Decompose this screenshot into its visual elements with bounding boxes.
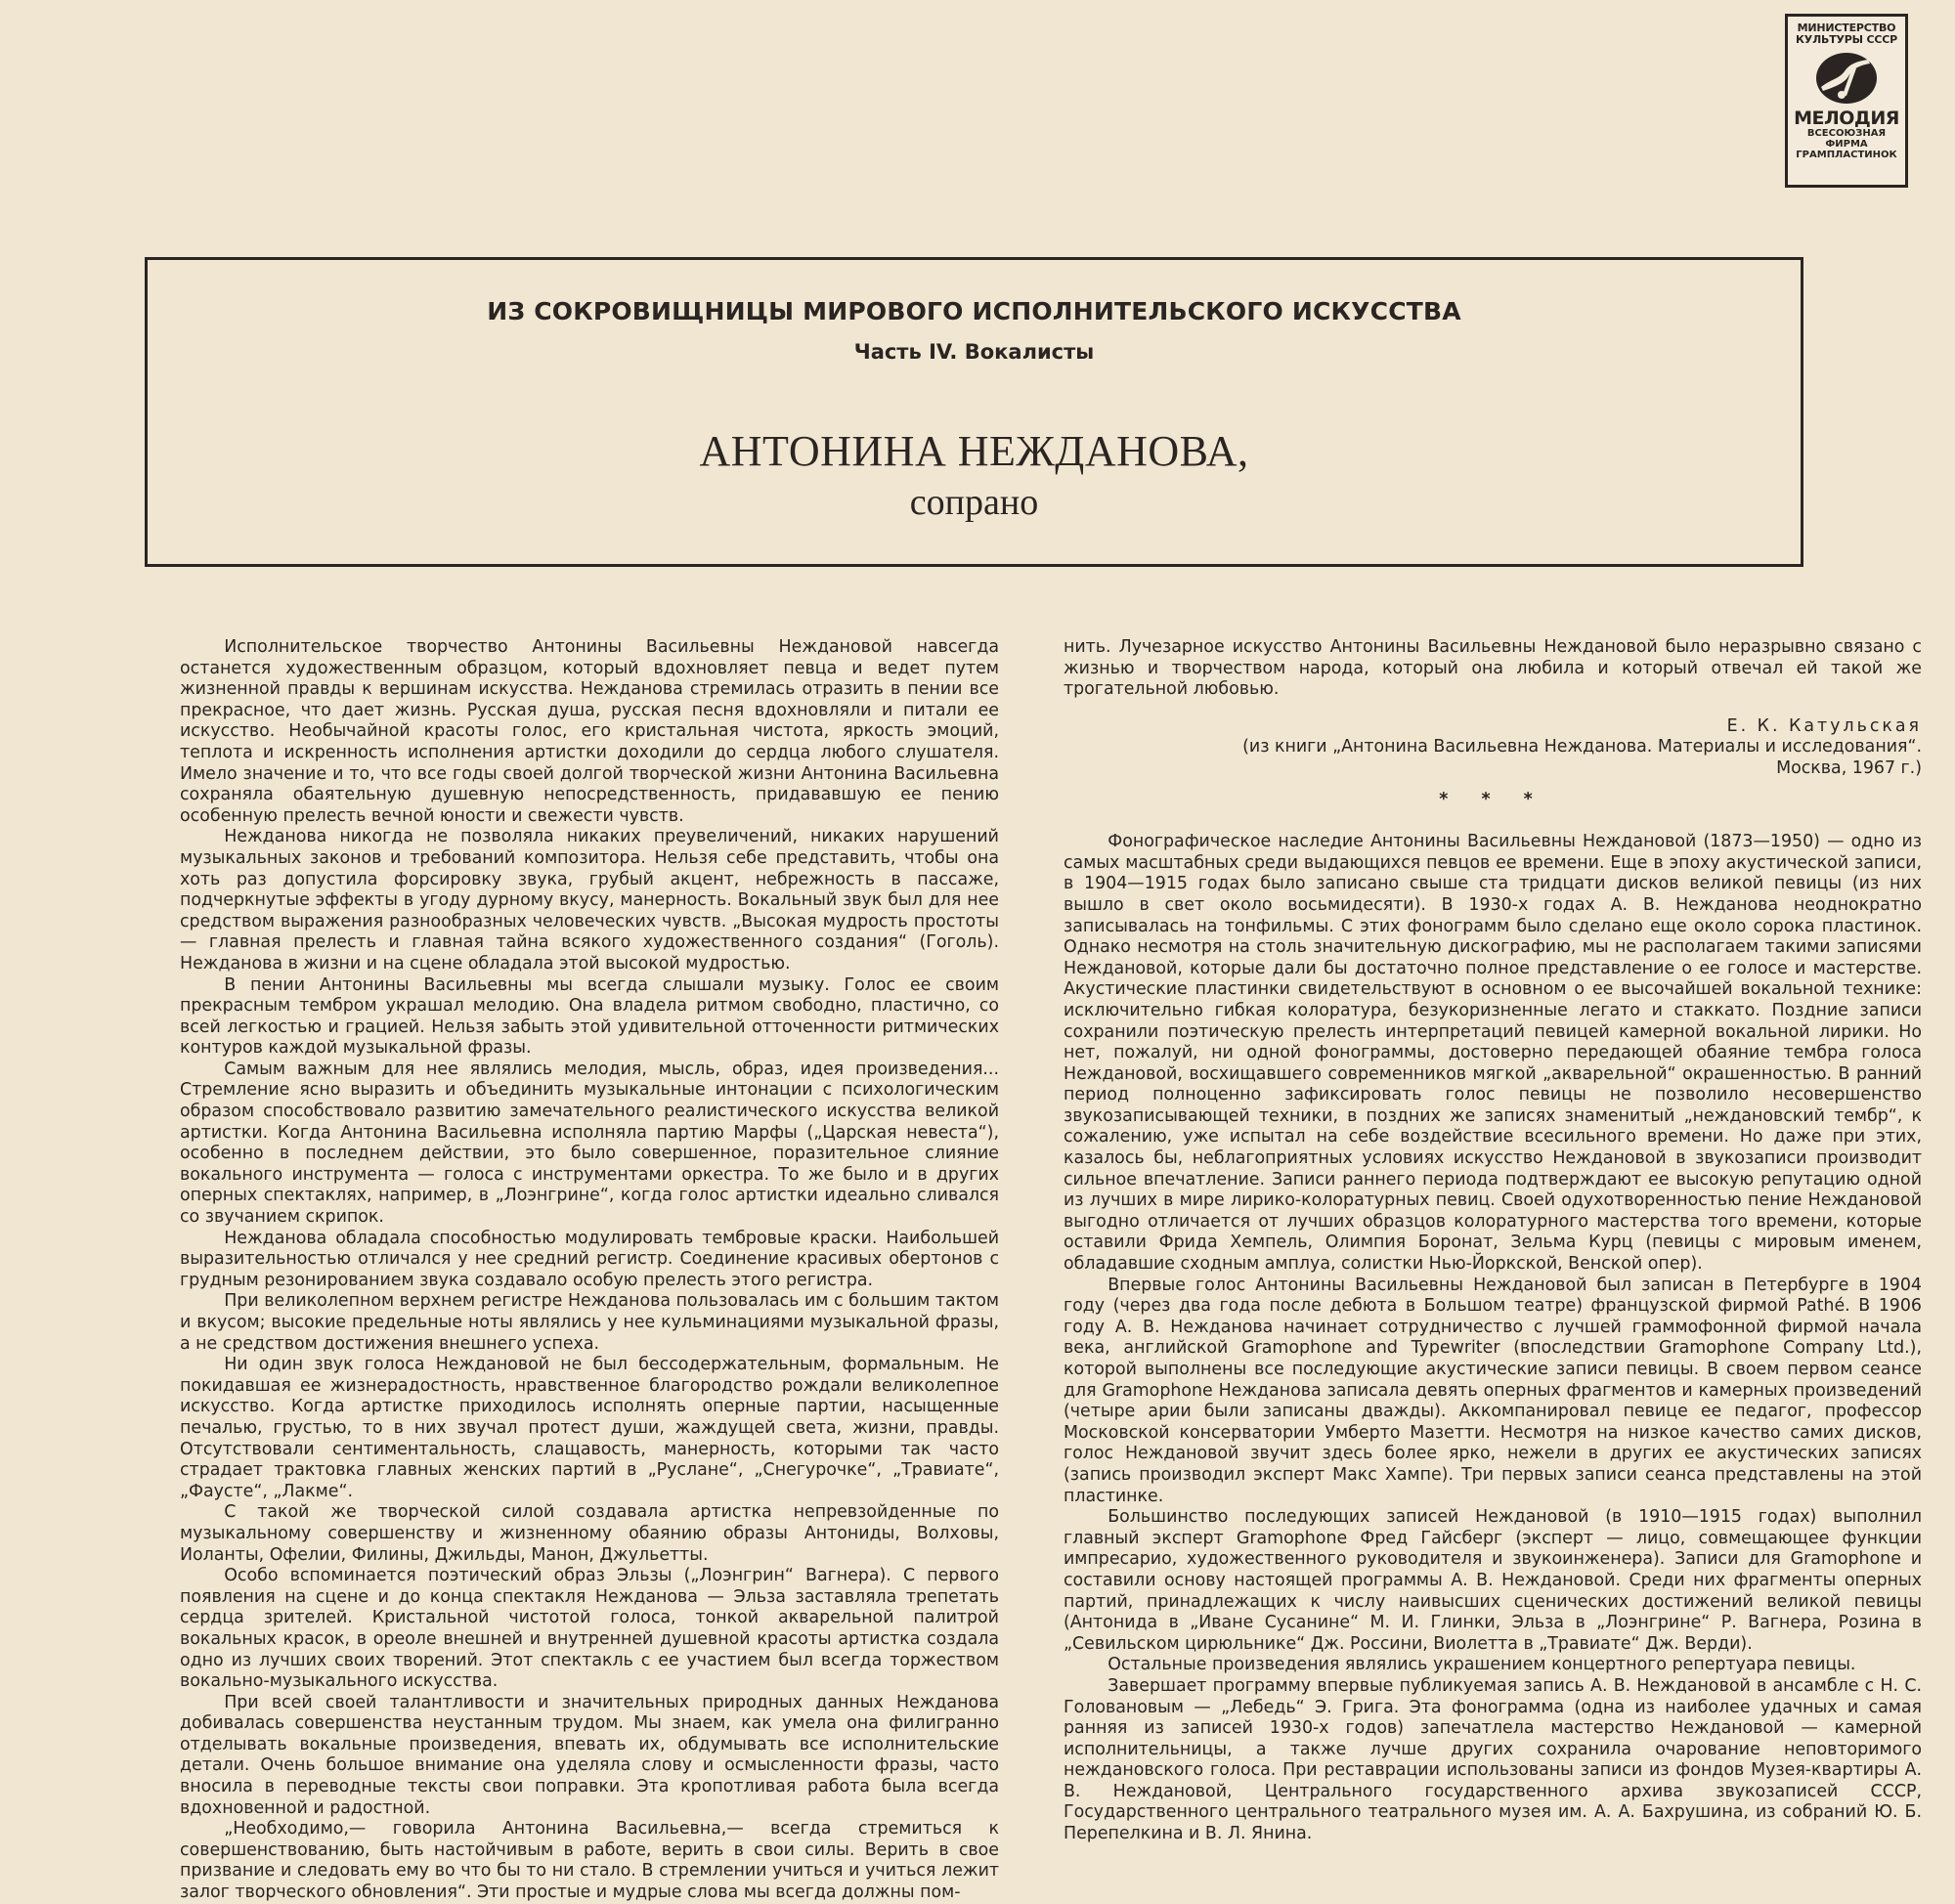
signature-author: Е. К. Катульская xyxy=(1726,715,1922,736)
logo-sub-line-3: ГРАМПЛАСТИНОК xyxy=(1796,150,1897,160)
left-paragraph: При всей своей талантливости и значительных природных данных Нежданова добивалась совершенства неустанным трудом. Мы знаем, как умела она филигранно отделывать вокальные произведения, впевать их, обдумывать все исполнительские детали. Очень большое внимание она уделяла слову и осмысленности фразы, часто вносила в переводные тексты свои поправки. Эта кропотливая работа была всегда вдохновенной и радостной. xyxy=(180,1692,999,1818)
series-title: ИЗ СОКРОВИЩНИЦЫ МИРОВОГО ИСПОЛНИТЕЛЬСКОГО ИСКУССТВА xyxy=(487,297,1461,325)
left-paragraph: Самым важным для нее являлись мелодия, мысль, образ, идея произведения... Стремление ясно выразить и объединить музыкальные интонации с психологическим образом способствовало развитию замечательного реалистического искусства великой артистки. Когда Антонина Васильевна исполняла партию Марфы („Царская невеста“), особенно в последнем действии, это было совершенное, поразительное слияние вокального инструмента — голоса с инструментами оркестра. То же было и в других оперных спектаклях, например, в „Лоэнгрине“, когда голос артистки идеально сливался со звучанием скрипок. xyxy=(180,1059,999,1228)
left-paragraph: Нежданова обладала способностью модулировать тембровые краски. Наибольшей выразительностью отличался у нее средний регистр. Соединение красивых обертонов с грудным резонированием звука создавало особую прелесть этого регистра. xyxy=(180,1228,999,1290)
part-subtitle: Часть IV. Вокалисты xyxy=(853,340,1095,364)
logo-sub-line-1: ВСЕСОЮЗНАЯ xyxy=(1806,128,1887,139)
right-paragraph: Впервые голос Антонины Васильевны Неждановой был записан в Петербурге в 1904 году (через два года после дебюта в Большом театре) французской фирмой Pathé. В 1906 году А. В. Нежданова начинает сотрудничество с лучшей граммофонной фирмой начала века, английской Gramophone and Typewriter (впоследствии Gramophone Company Ltd.), которой выполнены все последующие акустические записи певицы. В своем первом сеансе для Gramophone Нежданова записала девять оперных фрагментов и камерных произведений (четыре арии были записаны дважды). Аккомпанировал певице ее педагог, профессор Московской консерватории Умберто Мазетти. Несмотря на низкое качество самих дисков, голос Неждановой звучит здесь более ярко, нежели в других ее акустических записях (запись производил эксперт Макс Хампе). Три первых записи сеанса представлены на этой пластинке. xyxy=(1064,1275,1922,1506)
left-paragraph: В пении Антонины Васильевны мы всегда слышали музыку. Голос ее своим прекрасным тембром украшал мелодию. Она владела ритмом свободно, пластично, со всей легкостью и грацией. Нельзя забыть этой удивительной отточенности ритмических контуров каждой музыкальной фразы. xyxy=(180,974,999,1059)
artist-name: АНТОНИНА НЕЖДАНОВА, xyxy=(699,427,1249,475)
right-intro-paragraph: нить. Лучезарное искусство Антонины Васильевны Неждановой было неразрывно связано с жизнью и творчеством народа, который она любила и который отвечал ей такой же трогательной любовью. xyxy=(1064,637,1922,700)
melodiya-emblem-icon xyxy=(1813,50,1880,107)
left-paragraph: Исполнительское творчество Антонины Васильевны Неждановой навсегда останется художественным образцом, который вдохновляет певца и ведет путем жизненной правды к вершинам искусства. Нежданова стремилась отразить в пении все прекрасное, что дает жизнь. Русская душа, русская песня вдохновляли и питали ее искусство. Необычайной красоты голос, его кристальная чистота, яркость эмоций, теплота и искренность исполнения артистки доходили до сердца любого слушателя. Имело значение и то, что все годы своей долгой творческой жизни Антонина Васильевна сохраняла обаятельную душевную непосредственность, придававшую ее пению особенную прелесть вечной юности и свежести чувств. xyxy=(180,637,999,826)
left-paragraph: Нежданова никогда не позволяла никаких преувеличений, никаких нарушений музыкальных законов и требований композитора. Нельзя себе представить, чтобы она хоть раз допустила форсировку звука, грубый акцент, небрежность в пассаже, подчеркнутые эффекты в угоду дурному вкусу, манерность. Вокальный звук был для нее средством выражения разнообразных человеческих чувств. „Высокая мудрость простоты — главная прелесть и главная тайна всякого художественного создания“ (Гоголь). Нежданова в жизни и на сцене обладала этой высокой мудростью. xyxy=(180,827,999,974)
logo-brand-name: МЕЛОДИЯ xyxy=(1794,108,1899,129)
logo-ministry-text: МИНИСТЕРСТВО КУЛЬТУРЫ СССР xyxy=(1796,22,1897,46)
left-text-column xyxy=(180,637,999,1904)
left-paragraph: При великолепном верхнем регистре Нежданова пользовалась им с большим тактом и вкусом; высокие предельные ноты являлись у нее кульминациями музыкальной фразы, а не средством достижения внешнего успеха. xyxy=(180,1291,999,1354)
right-paragraph: Фонографическое наследие Антонины Васильевны Неждановой (1873—1950) — одно из самых масштабных среди выдающихся певцов ее времени. Еще в эпоху акустической записи, в 1904—1915 годах было записано свыше ста тридцати дисков великой певицы (из них вышло в свет около восьмидесяти). В 1930-х годах А. В. Нежданова неоднократно записывалась на тонфильмы. С этих фонограмм было сделано еще около сорока пластинок. Однако несмотря на столь значительную дискографию, мы не располагаем такими записями Неждановой, которые дали бы достаточно полное представление о ее голосе и мастерстве. Акустические пластинки свидетельствуют в основном о ее высочайшей вокальной технике: исключительно гибкая колоратура, безукоризненные легато и стаккато. Поздние записи сохранили поэтическую прелесть интерпретаций певицей камерной вокальной лирики. Но нет, пожалуй, ни одной фонограммы, достоверно передающей обаяние тембра голоса Неждановой, восхищавшего современников мягкой „акварельной“ окрашенностью. В ранний период полноценно зафиксировать голос певицы не позволило несовершенство звукозаписывающей техники, в поздних же записях знаменитый „неждановский тембр“, к сожалению, уже испытал на себе воздействие всесильного времени. Но даже при этих, казалось бы, неблагоприятных условиях искусство Неждановой в звукозаписи производит сильное впечатление. Записи раннего периода подтверждают ее высокую репутацию одной из лучших в мире лирико-колоратурных певиц. Своей одухотворенностью пение Неждановой выгодно отличается от лучших образцов колоратурного мастерства того времени, которые оставили Фрида Хемпель, Олимпия Боронат, Зельма Курц (певицы с мировым именем, обладавшие сходным амплуа, солистки Нью-Йоркской, Венской опер). xyxy=(1064,832,1922,1275)
left-paragraph: Особо вспоминается поэтический образ Эльзы („Лоэнгрин“ Вагнера). С первого появления на сцене и до конца спектакля Нежданова — Эльза заставляла трепетать сердца зрителей. Кристальной чистотой голоса, тонкой акварельной палитрой вокальных красок, в ореоле внешней и внутренней душевной красоты артистка создала одно из лучших своих творений. Этот спектакль с ее участием был всегда торжеством вокально-музыкального искусства. xyxy=(180,1566,999,1692)
logo-sub-line-2: ФИРМА xyxy=(1825,139,1868,150)
signature-place: Москва, 1967 г.) xyxy=(1776,757,1922,778)
left-paragraph: „Необходимо,— говорила Антонина Васильевна,— всегда стремиться к совершенствованию, быть настойчивым в работе, верить в свои силы. Верить в свое призвание и следовать ему во что бы то ни стало. В стремлении учиться и учиться лежит залог творческого обновления“. Эти простые и мудрые слова мы всегда должны пом- xyxy=(180,1819,999,1903)
right-paragraph: Завершает программу впервые публикуемая запись А. В. Неждановой в ансамбле с Н. С. Головановым — „Лебедь“ Э. Грига. Эта фонограмма (одна из наиболее удачных и самая ранняя из записей 1930-х годов) запечатлела мастерство Неждановой — камерной исполнительницы, а также лучше других сохранила очарование неповторимого неждановского голоса. При реставрации использованы записи из фондов Музея-квартиры А. В. Неждановой, Центрального государственного архива звукозаписей СССР, Государственного центрального театрального музея им. А. А. Бахрушина, из собраний Ю. Б. Перепелкина и В. Л. Янина. xyxy=(1064,1675,1922,1844)
signature-source: (из книги „Антонина Васильевна Нежданова. Материалы и исследования“. xyxy=(1242,737,1922,757)
melodiya-logo xyxy=(1785,14,1908,188)
voice-type: сопрано xyxy=(909,482,1039,523)
left-paragraph: Ни один звук голоса Неждановой не был бессодержательным, формальным. Не покидавшая ее жизнерадостность, нравственное благородство рождали великолепное искусство. Когда артистке приходилось исполнять оперные партии, насыщенные печалью, грустью, то в них звучал протест души, жаждущей света, жизни, правды. Отсутствовали сентиментальность, слащавость, манерность, которыми так часто страдает трактовка главных женских партий в „Руслане“, „Снегурочке“, „Травиате“, „Фаусте“, „Лакме“. xyxy=(180,1355,999,1501)
section-separator: * * * xyxy=(1439,789,1546,809)
right-paragraph: Большинство последующих записей Неждановой (в 1910—1915 годах) выполнил главный эксперт Gramophone Фред Гайсберг (эксперт — лицо, совмещающее функции импресарио, художественного руководителя и звукоинженера). Записи для Gramophone и составили основу настоящей программы А. В. Неждановой. Среди них фрагменты оперных партий, принадлежащих к числу наивысших сценических достижений великой певицы (Антонида в „Иване Сусанине“ М. И. Глинки, Эльза в „Лоэнгрине“ Р. Вагнера, Розина в „Севильском цирюльнике“ Дж. Россини, Виолетта в „Травиате“ Дж. Верди). xyxy=(1064,1507,1922,1654)
right-paragraph: Остальные произведения являлись украшением концертного репертуара певицы. xyxy=(1108,1655,1856,1675)
title-frame xyxy=(145,257,1803,567)
signature-block xyxy=(1064,716,1922,780)
left-paragraph: С такой же творческой силой создавала артистка непревзойденные по музыкальному совершенству и жизненному обаянию образы Антониды, Волховы, Иоланты, Офелии, Филины, Джильды, Манон, Джульетты. xyxy=(180,1502,999,1565)
right-text-column xyxy=(1064,637,1922,1845)
